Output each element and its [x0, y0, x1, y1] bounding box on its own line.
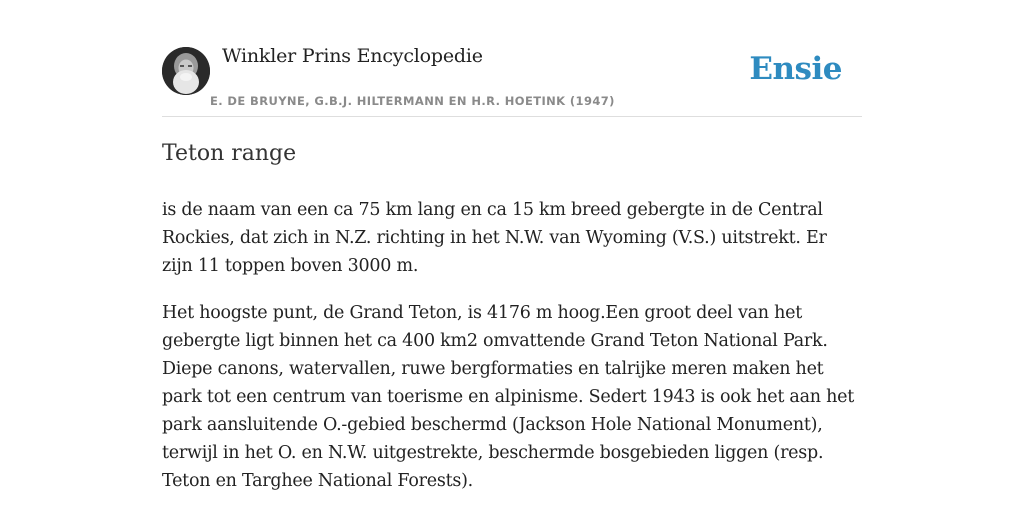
article-paragraph: is de naam van een ca 75 km lang en ca 15 km breed gebergte in de Central Rockies, dat zich in N.Z. richting in het N.W. van Wyoming (V.S.) uitstrekt. Er zijn 11 toppen boven 3000 m.	[162, 200, 827, 276]
ensie-logo-link[interactable]: Ensie	[749, 51, 842, 87]
author-avatar	[162, 47, 210, 95]
article-title: Teton range	[162, 141, 297, 166]
source-title[interactable]: Winkler Prins Encyclopedie	[222, 45, 483, 67]
header	[162, 0, 862, 117]
portrait-icon	[162, 47, 210, 95]
authors-line: E. DE BRUYNE, G.B.J. HILTERMANN EN H.R. HOETINK (1947)	[210, 94, 615, 108]
article	[162, 138, 862, 512]
article-paragraph: Het hoogste punt, de Grand Teton, is 4176 m hoog.Een groot deel van het gebergte ligt binnen het ca 400 km2 omvattende Grand Teton National Park. Diepe canons, watervallen, ruwe bergformaties en talrijke meren maken het park tot een centrum van toerisme en alpinisme. Sedert 1943 is ook het aan het park aansluitende O.-gebied beschermd (Jackson Hole National Monument), terwijl in het O. en N.W. uitgestrekte, beschermde bosgebieden liggen (resp. Teton en Targhee National Forests).	[162, 303, 855, 491]
